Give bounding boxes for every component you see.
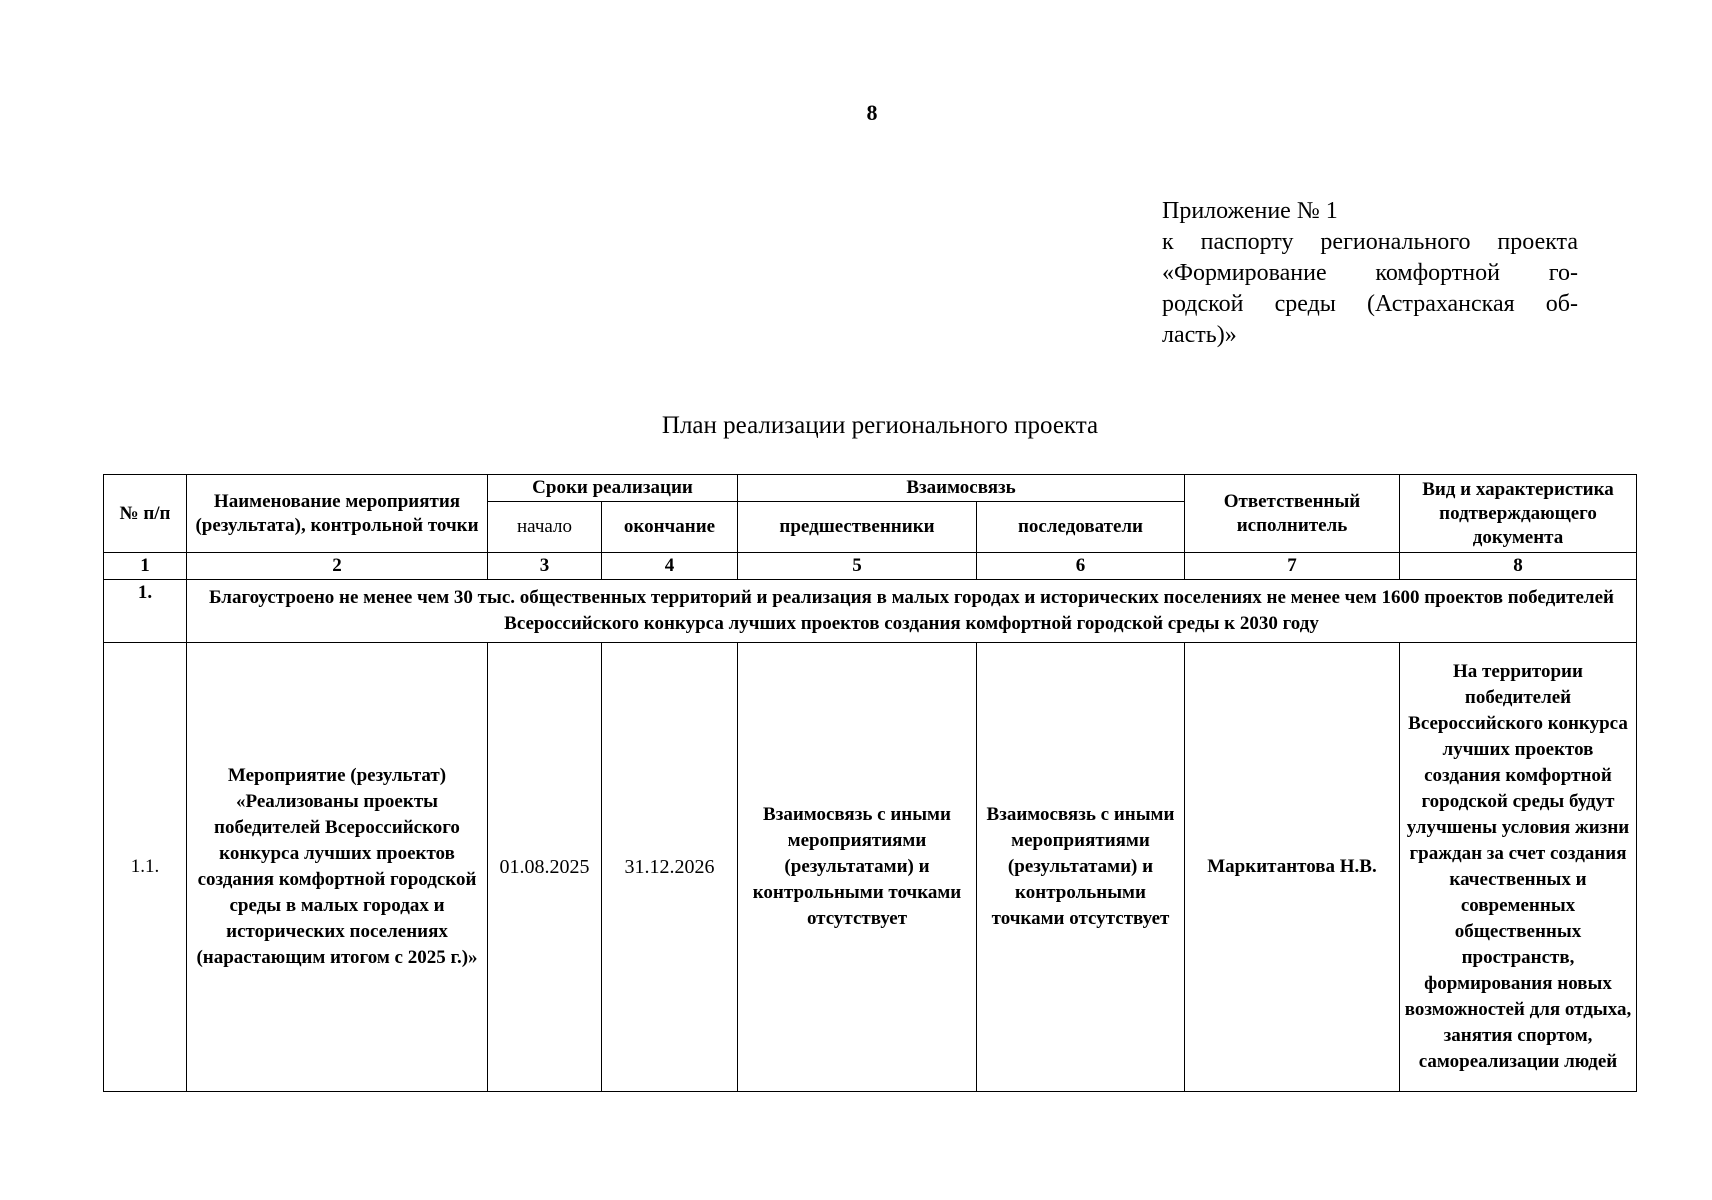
section-title: Благоустроено не менее чем 30 тыс. общественных территорий и реализация в малых городах и исторических поселениях не менее чем 1600 проектов победителей Всероссийского конкурса лучших проектов создания комфортной городской среды к 2030 году: [187, 580, 1637, 643]
appendix-line: родской среды (Астраханская об-: [1162, 291, 1578, 317]
row-num: 1.1.: [104, 643, 187, 1092]
column-number: 4: [602, 553, 738, 580]
table-row: [104, 643, 1637, 1092]
appendix-block: [1162, 196, 1578, 351]
header-successors: последователи: [977, 502, 1185, 553]
appendix-line: к паспорту регионального проекта: [1162, 229, 1578, 255]
section-num: 1.: [104, 580, 187, 643]
column-number: 6: [977, 553, 1185, 580]
header-responsible: Ответственный исполнитель: [1185, 475, 1400, 553]
row-predecessors: Взаимосвязь с иными мероприятиями (результатами) и контрольными точками отсутствует: [738, 643, 977, 1092]
row-successors: Взаимосвязь с иными мероприятиями (результатами) и контрольными точками отсутствует: [977, 643, 1185, 1092]
row-responsible: Маркитантова Н.В.: [1185, 643, 1400, 1092]
page-number: 8: [866, 100, 878, 125]
header-terms: Сроки реализации: [488, 475, 738, 502]
appendix-line: «Формирование комфортной го-: [1162, 260, 1578, 286]
appendix-line: ласть)»: [1162, 322, 1237, 348]
plan-title: План реализации регионального проекта: [661, 412, 1099, 439]
column-number: 7: [1185, 553, 1400, 580]
appendix-line: Приложение № 1: [1162, 198, 1338, 224]
column-number: 8: [1400, 553, 1637, 580]
header-predecessors: предшественники: [738, 502, 977, 553]
column-number: 2: [187, 553, 488, 580]
row-document: На территории победителей Всероссийского конкурса лучших проектов создания комфортной городской среды будут улучшены условия жизни граждан за счет создания качественных и современных общественных пространств, формирования новых возможностей для отдыха, занятия спортом, самореализации людей: [1400, 643, 1637, 1092]
row-start-date: 01.08.2025: [488, 643, 602, 1092]
header-document: Вид и характеристика подтверждающего документа: [1400, 475, 1637, 553]
header-num: № п/п: [104, 475, 187, 553]
plan-table: [103, 474, 1637, 1092]
column-number: 1: [104, 553, 187, 580]
header-name: Наименование мероприятия (результата), контрольной точки: [187, 475, 488, 553]
header-relation: Взаимосвязь: [738, 475, 1185, 502]
column-number: 5: [738, 553, 977, 580]
row-name: Мероприятие (результат) «Реализованы проекты победителей Всероссийского конкурса лучших проектов создания комфортной городской среды в малых городах и исторических поселениях (нарастающим итогом с 2025 г.)»: [187, 643, 488, 1092]
column-number: 3: [488, 553, 602, 580]
header-start: начало: [488, 502, 602, 553]
header-end: окончание: [602, 502, 738, 553]
row-end-date: 31.12.2026: [602, 643, 738, 1092]
